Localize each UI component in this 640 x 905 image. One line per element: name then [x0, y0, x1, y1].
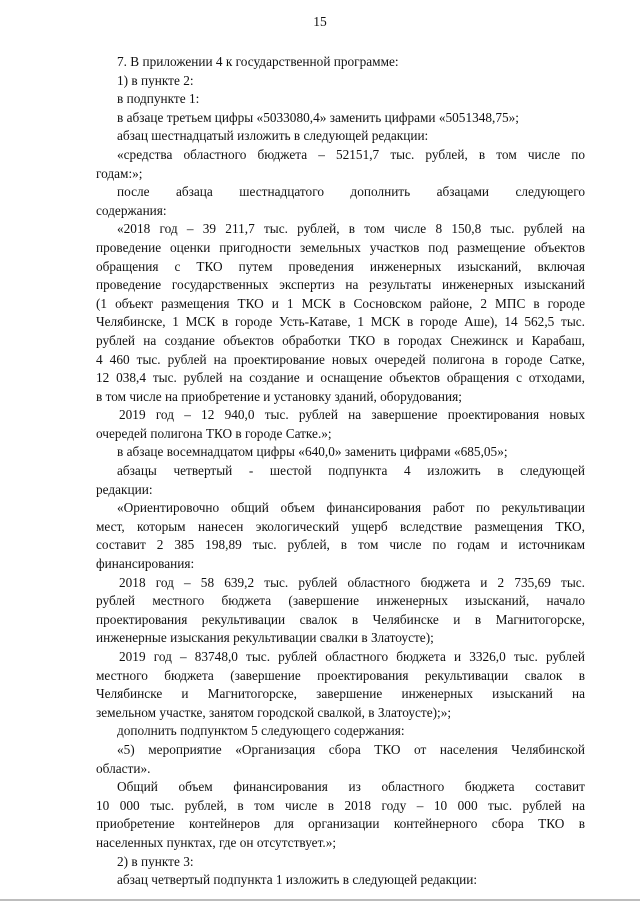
- text-line: 10 000 тыс. рублей, в том числе в 2018 году – 10 000 тыс. рублей на: [96, 797, 585, 813]
- text-line: редакции:: [96, 481, 153, 497]
- text-line: в абзаце третьем цифры «5033080,4» заменить цифрами «5051348,75»;: [117, 109, 519, 125]
- text-line: составит 2 385 198,89 тыс. рублей, в том числе по годам и источникам: [96, 537, 585, 553]
- text-line: в абзаце восемнадцатом цифры «640,0» заменить цифрами «685,05»;: [117, 444, 508, 460]
- text-line: абзац четвертый подпункта 1 изложить в следующей редакции:: [117, 872, 478, 888]
- text-line: 7. В приложении 4 к государственной программе:: [117, 54, 399, 69]
- text-line: местного бюджета (завершение проектирования рекультивации свалок в: [96, 667, 585, 683]
- text-line: инженерные изыскания рекультивации свалки в Златоусте);: [96, 630, 434, 646]
- text-line: Челябинске, 1 МСК в городе Усть-Катаве, 1 МСК в городе Аше), 14 562,5 тыс.: [96, 314, 585, 330]
- text-line: населенных пунктах, где он отсутствует.»;: [96, 834, 337, 850]
- text-line: абзацы четвертый - шестой подпункта 4 изложить в следующей: [117, 463, 585, 479]
- text-line: области».: [96, 760, 151, 776]
- text-line: земельном участке, занятом городской свалкой, в Златоусте);»;: [96, 704, 452, 720]
- text-line: 2018 год – 58 639,2 тыс. рублей областного бюджета и 2 735,69 тыс.: [119, 574, 585, 590]
- text-line: после абзаца шестнадцатого дополнить абзацами следующего: [117, 184, 585, 200]
- text-line: в подпункте 1:: [117, 91, 200, 107]
- text-line: финансирования:: [96, 556, 195, 572]
- scan-bottom-edge: [0, 899, 640, 901]
- text-line: 2019 год – 12 940,0 тыс. рублей на завершение проектирования новых: [119, 407, 585, 423]
- text-line: Общий объем финансирования из областного бюджета составит: [117, 779, 585, 795]
- text-line: 2) в пункте 3:: [117, 853, 194, 869]
- text-line: «средства областного бюджета – 52151,7 тыс. рублей, в том числе по: [117, 146, 585, 162]
- text-line: 12 038,4 тыс. рублей на создание и оснащение объектов обращения с отходами,: [96, 370, 585, 386]
- document-body: [96, 53, 585, 890]
- text-line: 2019 год – 83748,0 тыс. рублей областного бюджета и 3326,0 тыс. рублей: [119, 649, 585, 664]
- text-line: «Ориентировочно общий объем финансирования работ по рекультивации: [117, 500, 585, 516]
- text-line: проектирования рекультивации свалок в Челябинске и в Магнитогорске,: [96, 611, 585, 627]
- text-line: проведение оценки пригодности земельных участков под размещение объектов: [96, 239, 585, 255]
- text-line: очередей полигона ТКО в городе Сатке.»;: [96, 425, 332, 441]
- text-line: «5) мероприятие «Организация сбора ТКО от населения Челябинской: [117, 741, 585, 757]
- text-line: (1 объект размещения ТКО и 1 МСК в Сосновском районе, 2 МПС в городе: [96, 295, 585, 311]
- text-line: 1) в пункте 2:: [117, 72, 194, 88]
- text-line: проведение государственных экспертиз на результаты инженерных изысканий: [96, 277, 585, 293]
- text-line: содержания:: [96, 202, 167, 218]
- text-line: в том числе на приобретение и установку зданий, оборудования;: [96, 388, 462, 404]
- text-line: рублей местного бюджета (завершение инженерных изысканий, начало: [96, 593, 585, 609]
- text-line: приобретение контейнеров для организации контейнерного сбора ТКО в: [96, 816, 585, 832]
- text-line: 4 460 тыс. рублей на проектирование новых очередей полигона в городе Сатке,: [96, 351, 585, 367]
- text-line: Челябинске и Магнитогорске, завершение инженерных изысканий на: [96, 686, 585, 702]
- text-line: «2018 год – 39 211,7 тыс. рублей, в том числе 8 150,8 тыс. рублей на: [117, 221, 585, 237]
- text-line: рублей на создание объектов обработки ТКО в городах Снежинск и Карабаш,: [96, 332, 585, 348]
- text-line: мест, которым нанесен экологический ущерб вследствие размещения ТКО,: [96, 518, 585, 534]
- text-line: обращения с ТКО путем проведения инженерных изысканий, включая: [96, 258, 585, 274]
- text-line: годам:»;: [96, 165, 143, 181]
- text-line: абзац шестнадцатый изложить в следующей редакции:: [117, 128, 429, 144]
- text-line: дополнить подпунктом 5 следующего содержания:: [117, 723, 405, 739]
- page-number: 15: [313, 14, 327, 29]
